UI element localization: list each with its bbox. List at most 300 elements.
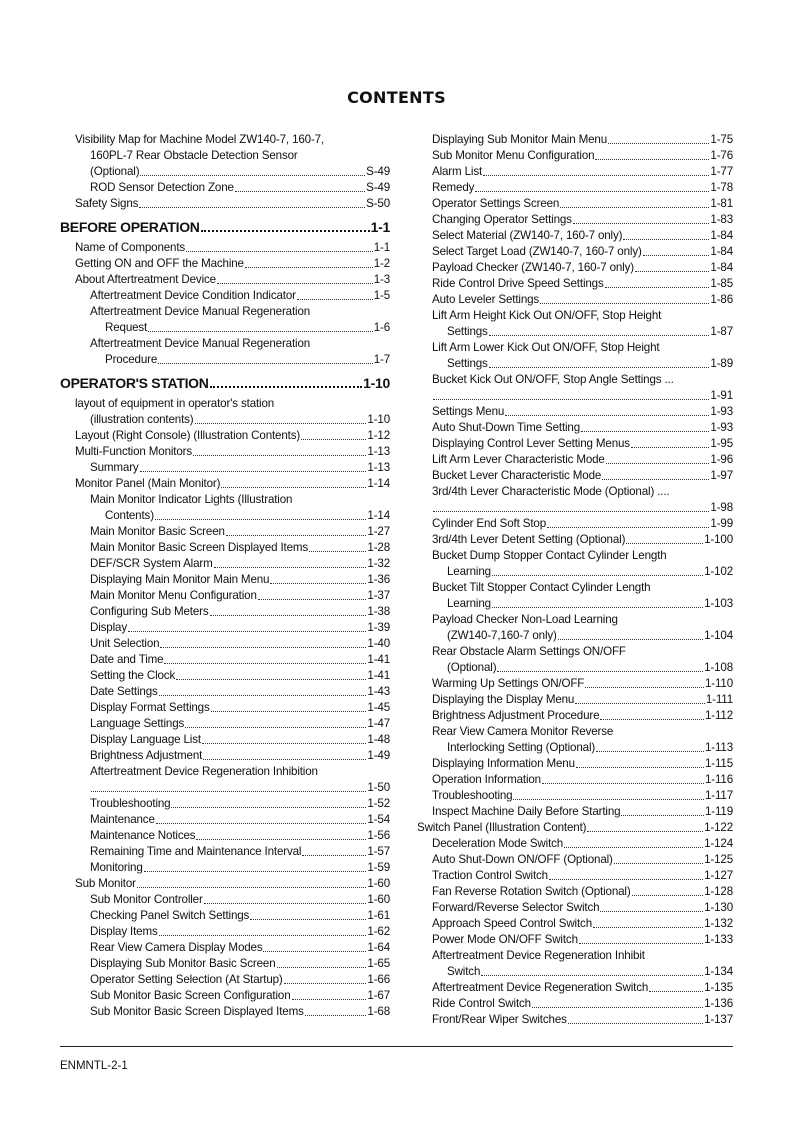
toc-leader-dots: [489, 335, 710, 336]
toc-page-number: 1-99: [710, 517, 733, 530]
toc-entry[interactable]: [60, 524, 390, 540]
toc-page-number: 1-14: [367, 509, 390, 522]
toc-entry-title: Rear View Camera Display Modes: [90, 941, 263, 954]
toc-page-number: 1-100: [704, 533, 733, 546]
toc-leader-dots: [595, 159, 709, 160]
toc-leader-dots: [211, 711, 367, 712]
toc-page-number: 1-13: [367, 461, 390, 474]
toc-leader-dots: [159, 935, 367, 936]
toc-entry[interactable]: [417, 740, 733, 756]
toc-page-number: 1-2: [373, 257, 390, 270]
toc-leader-dots: [258, 599, 367, 600]
toc-entry[interactable]: [417, 804, 733, 820]
toc-entry[interactable]: [417, 212, 733, 228]
toc-entry-title: Cylinder End Soft Stop: [432, 517, 546, 530]
toc-leader-dots: [201, 230, 370, 232]
toc-entry-title: Displaying Control Lever Setting Menus: [432, 437, 630, 450]
toc-leader-dots: [155, 519, 366, 520]
toc-entry-title: Sub Monitor Basic Screen Displayed Items: [90, 1005, 304, 1018]
toc-page-number: 1-112: [704, 709, 733, 722]
toc-entry[interactable]: [60, 444, 390, 460]
toc-entry[interactable]: [60, 780, 390, 796]
toc-leader-dots: [540, 303, 709, 304]
toc-entry-title: Display: [90, 621, 127, 634]
toc-entry[interactable]: [417, 820, 733, 836]
toc-entry[interactable]: [417, 580, 733, 596]
toc-entry[interactable]: [417, 308, 733, 324]
toc-leader-dots: [140, 175, 365, 176]
toc-entry[interactable]: [417, 516, 733, 532]
toc-entry-title: Select Target Load (ZW140-7, 160-7 only): [432, 245, 642, 258]
toc-page-number: 1-37: [367, 589, 390, 602]
toc-entry[interactable]: [417, 676, 733, 692]
toc-page-number: 1-111: [705, 693, 733, 706]
toc-entry[interactable]: [60, 196, 390, 212]
toc-entry[interactable]: [60, 956, 390, 972]
toc-page-number: 1-41: [367, 653, 390, 666]
toc-leader-dots: [226, 535, 367, 536]
toc-entry-title: Main Monitor Basic Screen: [90, 525, 225, 538]
toc-entry-title: (ZW140-7,160-7 only): [447, 629, 557, 642]
toc-entry[interactable]: [417, 964, 733, 980]
toc-entry[interactable]: [60, 132, 390, 148]
toc-page-number: 1-49: [367, 749, 390, 762]
toc-entry[interactable]: [60, 396, 390, 412]
toc-entry-title: Troubleshooting: [90, 797, 171, 810]
toc-page-number: S-49: [366, 165, 390, 178]
toc-entry-title: Sub Monitor Controller: [90, 893, 203, 906]
toc-entry[interactable]: [417, 436, 733, 452]
toc-entry[interactable]: [417, 548, 733, 564]
toc-page-number: 1-135: [704, 981, 733, 994]
toc-leader-dots: [217, 283, 373, 284]
toc-entry[interactable]: [60, 748, 390, 764]
toc-page-number: 1-56: [367, 829, 390, 842]
toc-entry-title: Maintenance Notices: [90, 829, 196, 842]
toc-page-number: 1-5: [373, 289, 390, 302]
toc-entry-title: Main Monitor Menu Configuration: [90, 589, 257, 602]
toc-entry-title: Rear View Camera Monitor Reverse: [432, 725, 614, 738]
toc-entry[interactable]: [417, 228, 733, 244]
toc-entry[interactable]: [417, 772, 733, 788]
toc-entry-title: Safety Signs: [75, 197, 139, 210]
toc-leader-dots: [649, 991, 703, 992]
toc-page-number: 1-43: [367, 685, 390, 698]
toc-entry[interactable]: [60, 288, 390, 304]
toc-leader-dots: [263, 951, 366, 952]
toc-page-number: 1-110: [704, 677, 733, 690]
toc-entry[interactable]: [60, 412, 390, 428]
toc-entry-title: Unit Selection: [90, 637, 160, 650]
toc-entry[interactable]: [417, 180, 733, 196]
toc-entry-title: Operator Setting Selection (At Startup): [90, 973, 283, 986]
toc-entry[interactable]: [60, 876, 390, 892]
toc-entry[interactable]: [60, 460, 390, 476]
toc-entry-title: Approach Speed Control Switch: [432, 917, 592, 930]
toc-page-number: 1-122: [704, 821, 733, 834]
toc-page-number: S-50: [366, 197, 390, 210]
toc-page-number: 1-85: [710, 277, 733, 290]
toc-entry[interactable]: [417, 644, 733, 660]
toc-entry[interactable]: [417, 916, 733, 932]
toc-entry-title: Settings: [447, 325, 488, 338]
toc-leader-dots: [632, 895, 704, 896]
toc-leader-dots: [513, 799, 703, 800]
toc-entry-title: Warming Up Settings ON/OFF: [432, 677, 585, 690]
toc-entry[interactable]: [417, 980, 733, 996]
toc-leader-dots: [156, 823, 367, 824]
toc-page-number: 1-77: [710, 165, 733, 178]
toc-entry[interactable]: [60, 828, 390, 844]
toc-entry-title: Name of Components: [75, 241, 186, 254]
toc-entry-title: Monitoring: [90, 861, 143, 874]
toc-page-number: 1-132: [704, 917, 733, 930]
toc-leader-dots: [614, 863, 703, 864]
toc-entry[interactable]: [417, 612, 733, 628]
toc-entry-title: Date Settings: [90, 685, 158, 698]
toc-entry[interactable]: [417, 484, 733, 500]
toc-entry-title: Brightness Adjustment Procedure: [432, 709, 600, 722]
toc-page-number: 1-14: [367, 477, 390, 490]
toc-leader-dots: [203, 759, 366, 760]
toc-page-number: 1-125: [704, 853, 733, 866]
toc-leader-dots: [573, 223, 710, 224]
toc-page-number: 1-38: [367, 605, 390, 618]
toc-entry[interactable]: [417, 404, 733, 420]
toc-section-heading[interactable]: [60, 218, 390, 236]
toc-entry[interactable]: [60, 652, 390, 668]
toc-leader-dots: [284, 983, 367, 984]
toc-page-number: 1-91: [710, 389, 733, 402]
toc-leader-dots: [137, 887, 367, 888]
toc-entry[interactable]: [417, 692, 733, 708]
toc-entry[interactable]: [60, 700, 390, 716]
toc-page-number: 1-12: [367, 429, 390, 442]
toc-entry-title: Display Format Settings: [90, 701, 210, 714]
toc-leader-dots: [158, 363, 373, 364]
toc-page-number: 1-13: [367, 445, 390, 458]
toc-page-number: 1-102: [704, 565, 733, 578]
toc-leader-dots: [204, 903, 367, 904]
toc-page-number: 1-1: [370, 219, 390, 235]
toc-page-number: 1-98: [710, 501, 733, 514]
toc-entry-title: Operator Settings Screen: [432, 197, 560, 210]
toc-page-number: 1-47: [367, 717, 390, 730]
toc-entry[interactable]: [60, 844, 390, 860]
toc-entry-title: Sub Monitor Basic Screen Configuration: [90, 989, 291, 1002]
page-footer: ENMNTL-2-1: [60, 1060, 128, 1072]
toc-leader-dots: [139, 207, 365, 208]
toc-entry[interactable]: [60, 924, 390, 940]
toc-entry[interactable]: [60, 540, 390, 556]
toc-entry-title: (illustration contents): [90, 413, 194, 426]
toc-page-number: 1-96: [710, 453, 733, 466]
toc-page-number: 1-40: [367, 637, 390, 650]
toc-entry-title: BEFORE OPERATION: [60, 219, 200, 235]
toc-entry[interactable]: [417, 340, 733, 356]
toc-entry[interactable]: [60, 716, 390, 732]
toc-entry[interactable]: [417, 452, 733, 468]
toc-page-number: 1-52: [367, 797, 390, 810]
toc-leader-dots: [560, 207, 709, 208]
toc-entry-title: Displaying the Display Menu: [432, 693, 575, 706]
toc-entry[interactable]: [60, 1004, 390, 1020]
toc-entry-title: ROD Sensor Detection Zone: [90, 181, 234, 194]
toc-page-number: 1-84: [710, 245, 733, 258]
toc-entry[interactable]: [60, 572, 390, 588]
toc-page-number: 1-119: [704, 805, 733, 818]
toc-entry[interactable]: [417, 724, 733, 740]
toc-leader-dots: [576, 767, 704, 768]
toc-leader-dots: [605, 287, 710, 288]
toc-entry[interactable]: [417, 420, 733, 436]
toc-leader-dots: [186, 251, 373, 252]
toc-leader-dots: [505, 415, 709, 416]
toc-leader-dots: [558, 639, 703, 640]
toc-entry[interactable]: [417, 788, 733, 804]
toc-entry-title: Operation Information: [432, 773, 541, 786]
toc-entry[interactable]: [417, 852, 733, 868]
toc-entry-title: Deceleration Mode Switch: [432, 837, 564, 850]
toc-entry-title: Auto Shut-Down Time Setting: [432, 421, 581, 434]
toc-entry[interactable]: [60, 272, 390, 288]
toc-leader-dots: [193, 455, 366, 456]
toc-left-column: [60, 132, 390, 1020]
toc-entry[interactable]: [60, 972, 390, 988]
toc-entry-title: Configuring Sub Meters: [90, 605, 209, 618]
toc-entry[interactable]: [60, 164, 390, 180]
toc-leader-dots: [492, 575, 703, 576]
toc-leader-dots: [643, 255, 710, 256]
toc-leader-dots: [623, 239, 709, 240]
toc-entry[interactable]: [417, 948, 733, 964]
toc-page-number: 1-78: [710, 181, 733, 194]
toc-page-number: 1-62: [367, 925, 390, 938]
toc-entry-title: Auto Leveler Settings: [432, 293, 540, 306]
toc-entry-title: Remaining Time and Maintenance Interval: [90, 845, 302, 858]
toc-entry[interactable]: [417, 372, 733, 388]
toc-entry[interactable]: [60, 988, 390, 1004]
toc-page-number: 1-57: [367, 845, 390, 858]
toc-entry-title: Setting the Clock: [90, 669, 176, 682]
toc-page-number: 1-84: [710, 261, 733, 274]
toc-entry[interactable]: [60, 336, 390, 352]
toc-entry[interactable]: [417, 148, 733, 164]
toc-page-number: 1-108: [704, 661, 733, 674]
toc-page-number: 1-136: [704, 997, 733, 1010]
toc-entry[interactable]: [60, 240, 390, 256]
toc-entry[interactable]: [417, 884, 733, 900]
toc-page-number: 1-68: [367, 1005, 390, 1018]
toc-entry[interactable]: [60, 148, 390, 164]
toc-page-number: 1-113: [704, 741, 733, 754]
toc-leader-dots: [270, 583, 366, 584]
toc-entry-title: Aftertreatment Device Regeneration Inhibition: [90, 765, 318, 778]
toc-entry-title: Layout (Right Console) (Illustration Contents): [75, 429, 301, 442]
toc-leader-dots: [621, 815, 704, 816]
toc-entry[interactable]: [60, 620, 390, 636]
toc-entry[interactable]: [60, 812, 390, 828]
toc-leader-dots: [195, 423, 367, 424]
toc-page-number: 1-48: [367, 733, 390, 746]
toc-entry[interactable]: [417, 468, 733, 484]
toc-entry-title: Learning: [447, 597, 491, 610]
toc-entry-title: Auto Shut-Down ON/OFF (Optional): [432, 853, 613, 866]
toc-entry[interactable]: [60, 604, 390, 620]
toc-entry[interactable]: [417, 388, 733, 404]
toc-entry-title: (Optional): [447, 661, 497, 674]
toc-entry[interactable]: [60, 180, 390, 196]
toc-entry-title: Select Material (ZW140-7, 160-7 only): [432, 229, 623, 242]
toc-entry[interactable]: [60, 320, 390, 336]
toc-entry[interactable]: [417, 196, 733, 212]
toc-leader-dots: [292, 999, 367, 1000]
toc-section-heading[interactable]: [60, 374, 390, 392]
toc-leader-dots: [564, 847, 703, 848]
toc-entry-title: About Aftertreatment Device: [75, 273, 216, 286]
toc-entry-title: Lift Arm Lever Characteristic Mode: [432, 453, 605, 466]
toc-entry[interactable]: [417, 628, 733, 644]
toc-leader-dots: [245, 267, 373, 268]
toc-entry-title: 160PL-7 Rear Obstacle Detection Sensor: [90, 149, 298, 162]
toc-entry-title: Sub Monitor Menu Configuration: [432, 149, 595, 162]
toc-entry[interactable]: [60, 732, 390, 748]
toc-entry[interactable]: [60, 492, 390, 508]
toc-entry-title: Settings Menu: [432, 405, 505, 418]
toc-entry[interactable]: [417, 868, 733, 884]
toc-page-number: 1-133: [704, 933, 733, 946]
toc-page-number: 1-86: [710, 293, 733, 306]
toc-entry[interactable]: [60, 764, 390, 780]
toc-entry-title: Front/Rear Wiper Switches: [432, 1013, 567, 1026]
toc-page-number: 1-104: [704, 629, 733, 642]
toc-entry-title: Aftertreatment Device Regeneration Inhibit: [432, 949, 645, 962]
toc-entry-title: Inspect Machine Daily Before Starting: [432, 805, 621, 818]
toc-entry-title: Power Mode ON/OFF Switch: [432, 933, 578, 946]
toc-entry[interactable]: [60, 256, 390, 272]
toc-leader-dots: [297, 299, 373, 300]
toc-leader-dots: [221, 487, 366, 488]
toc-entry[interactable]: [60, 940, 390, 956]
toc-entry[interactable]: [60, 892, 390, 908]
toc-entry-title: Troubleshooting: [432, 789, 513, 802]
toc-page-number: 1-130: [704, 901, 733, 914]
toc-entry[interactable]: [417, 660, 733, 676]
toc-entry[interactable]: [417, 1012, 733, 1028]
toc-entry[interactable]: [60, 476, 390, 492]
toc-page-number: 1-87: [710, 325, 733, 338]
toc-entry-title: Main Monitor Indicator Lights (Illustration: [90, 493, 293, 506]
toc-entry-title: Interlocking Setting (Optional): [447, 741, 596, 754]
toc-entry[interactable]: [417, 756, 733, 772]
toc-entry[interactable]: [417, 244, 733, 260]
toc-entry[interactable]: [417, 932, 733, 948]
toc-entry[interactable]: [417, 900, 733, 916]
toc-page-number: 1-115: [704, 757, 733, 770]
toc-entry[interactable]: [417, 836, 733, 852]
toc-entry[interactable]: [417, 276, 733, 292]
toc-entry[interactable]: [60, 304, 390, 320]
toc-page-number: 1-75: [710, 133, 733, 146]
toc-entry[interactable]: [60, 352, 390, 368]
toc-leader-dots: [635, 271, 709, 272]
toc-page-number: 1-65: [367, 957, 390, 970]
toc-page-number: 1-60: [367, 877, 390, 890]
toc-entry-title: Payload Checker (ZW140-7, 160-7 only): [432, 261, 634, 274]
toc-entry-title: Sub Monitor: [75, 877, 136, 890]
toc-entry[interactable]: [417, 564, 733, 580]
toc-entry[interactable]: [417, 996, 733, 1012]
toc-entry-title: Main Monitor Basic Screen Displayed Items: [90, 541, 309, 554]
toc-entry[interactable]: [60, 588, 390, 604]
toc-entry-title: Aftertreatment Device Manual Regeneration: [90, 337, 311, 350]
toc-entry[interactable]: [417, 500, 733, 516]
toc-entry-title: Aftertreatment Device Manual Regeneration: [90, 305, 311, 318]
toc-entry-title: Bucket Lever Characteristic Mode: [432, 469, 602, 482]
toc-entry[interactable]: [417, 260, 733, 276]
toc-entry[interactable]: [417, 292, 733, 308]
footer-divider: [60, 1046, 733, 1047]
toc-leader-dots: [587, 831, 703, 832]
toc-entry[interactable]: [60, 908, 390, 924]
toc-leader-dots: [159, 695, 367, 696]
toc-page-number: 1-41: [367, 669, 390, 682]
toc-leader-dots: [481, 975, 703, 976]
toc-leader-dots: [250, 919, 366, 920]
toc-entry-title: Language Settings: [90, 717, 185, 730]
toc-entry-title: (Optional): [90, 165, 140, 178]
toc-entry[interactable]: [60, 860, 390, 876]
toc-entry[interactable]: [417, 164, 733, 180]
toc-entry-title: Bucket Kick Out ON/OFF, Stop Angle Settings ...: [432, 373, 674, 386]
toc-entry-title: Procedure: [105, 353, 158, 366]
toc-page-number: 1-6: [373, 321, 390, 334]
toc-entry[interactable]: [60, 796, 390, 812]
toc-page-number: 1-59: [367, 861, 390, 874]
toc-page-number: 1-83: [710, 213, 733, 226]
toc-page-number: 1-1: [373, 241, 390, 254]
toc-leader-dots: [128, 631, 366, 632]
toc-entry-title: 3rd/4th Lever Detent Setting (Optional): [432, 533, 626, 546]
toc-entry[interactable]: [417, 356, 733, 372]
toc-leader-dots: [144, 871, 367, 872]
toc-entry-title: Monitor Panel (Main Monitor): [75, 477, 221, 490]
toc-page-number: 1-28: [367, 541, 390, 554]
toc-entry-title: Bucket Dump Stopper Contact Cylinder Length: [432, 549, 667, 562]
toc-entry-title: Multi-Function Monitors: [75, 445, 193, 458]
toc-page-number: 1-124: [704, 837, 733, 850]
toc-leader-dots: [214, 567, 367, 568]
toc-entry[interactable]: [417, 324, 733, 340]
toc-entry[interactable]: [60, 684, 390, 700]
toc-leader-dots: [185, 727, 366, 728]
toc-entry-title: Brightness Adjustment: [90, 749, 203, 762]
toc-entry[interactable]: [417, 596, 733, 612]
toc-entry[interactable]: [60, 668, 390, 684]
toc-page-number: 1-10: [363, 375, 390, 391]
toc-entry[interactable]: [60, 556, 390, 572]
toc-entry-title: Payload Checker Non-Load Learning: [432, 613, 618, 626]
toc-leader-dots: [600, 719, 704, 720]
toc-entry[interactable]: [60, 508, 390, 524]
toc-entry-title: Display Language List: [90, 733, 201, 746]
toc-entry[interactable]: [417, 532, 733, 548]
toc-entry[interactable]: [417, 708, 733, 724]
toc-entry[interactable]: [60, 636, 390, 652]
toc-entry[interactable]: [417, 132, 733, 148]
toc-leader-dots: [210, 386, 363, 388]
toc-entry[interactable]: [60, 428, 390, 444]
